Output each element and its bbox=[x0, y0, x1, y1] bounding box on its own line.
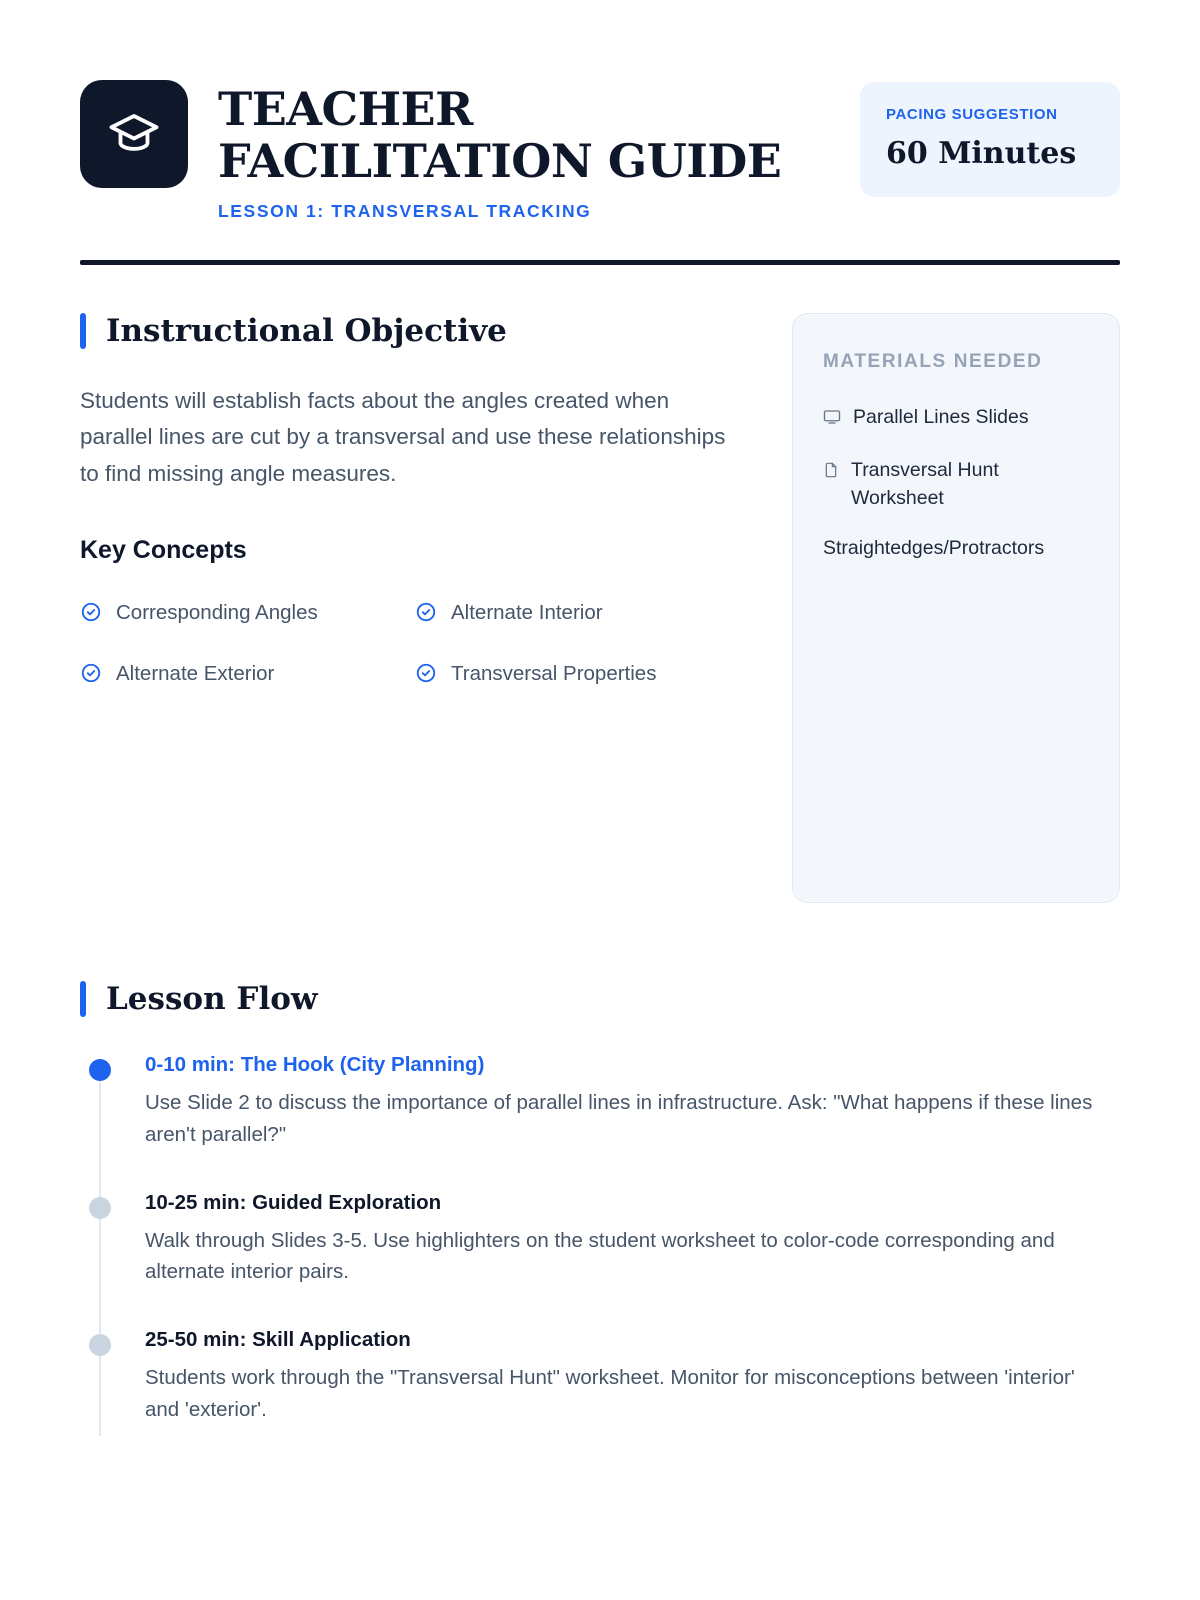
check-circle-icon bbox=[80, 601, 102, 628]
check-circle-icon bbox=[80, 662, 102, 689]
lesson-flow-title: Lesson Flow bbox=[106, 981, 318, 1018]
timeline-step-title: 0-10 min: The Hook (City Planning) bbox=[145, 1053, 485, 1077]
lesson-flow-header bbox=[80, 981, 1120, 1017]
objective-text: Students will establish facts about the angles created when parallel lines are cut by a transversal and use these relationships to find missing angle measures. bbox=[80, 388, 726, 486]
timeline-step-desc: Use Slide 2 to discuss the importance of parallel lines in infrastructure. Ask: "What happens if these lines aren't parallel?" bbox=[145, 1091, 1093, 1146]
objective-section-header bbox=[80, 313, 740, 349]
pacing-label: PACING SUGGESTION bbox=[886, 106, 1058, 123]
lesson-subtitle: LESSON 1: TRANSVERSAL TRACKING bbox=[218, 201, 592, 222]
page-title: TEACHER FACILITATION GUIDE bbox=[218, 82, 782, 188]
graduation-cap-icon bbox=[80, 80, 188, 188]
section-accent-bar bbox=[80, 313, 86, 349]
pacing-suggestion-card bbox=[860, 82, 1120, 197]
concept-label: Alternate Interior bbox=[451, 601, 603, 625]
header-divider bbox=[80, 260, 1120, 265]
list-item bbox=[415, 599, 740, 628]
list-item bbox=[415, 660, 740, 689]
pacing-value: 60 Minutes bbox=[886, 135, 1077, 171]
materials-list bbox=[823, 403, 1089, 563]
timeline-dot bbox=[89, 1197, 111, 1219]
list-item bbox=[80, 660, 405, 689]
list-item bbox=[823, 456, 1089, 513]
document-header bbox=[80, 80, 1120, 222]
key-concepts-title: Key Concepts bbox=[80, 536, 247, 565]
monitor-icon bbox=[823, 406, 841, 434]
timeline-step-desc: Walk through Slides 3-5. Use highlighters on the student worksheet to color-code corresponding and alternate interior pairs. bbox=[145, 1228, 1055, 1284]
lesson-flow-section bbox=[80, 981, 1120, 1426]
concept-label: Transversal Properties bbox=[451, 662, 657, 686]
list-item bbox=[80, 1053, 1120, 1151]
check-circle-icon bbox=[415, 662, 437, 689]
materials-needed-card bbox=[792, 313, 1120, 903]
concept-label: Alternate Exterior bbox=[116, 662, 275, 686]
material-label: Transversal Hunt Worksheet bbox=[851, 458, 999, 510]
timeline-step-desc: Students work through the "Transversal Hunt" worksheet. Monitor for misconceptions between 'interior' and 'exterior'. bbox=[145, 1366, 1075, 1421]
document-icon bbox=[823, 459, 839, 487]
main-column bbox=[80, 313, 740, 689]
concept-label: Corresponding Angles bbox=[116, 601, 318, 625]
key-concepts-list bbox=[80, 599, 740, 689]
timeline-dot bbox=[89, 1334, 111, 1356]
lesson-flow-timeline bbox=[80, 1053, 1120, 1426]
timeline-step-title: 25-50 min: Skill Application bbox=[145, 1328, 411, 1352]
list-item bbox=[823, 403, 1089, 434]
timeline-dot-active bbox=[89, 1059, 111, 1081]
list-item bbox=[823, 534, 1089, 562]
timeline-body bbox=[145, 1328, 1120, 1426]
materials-column bbox=[792, 313, 1120, 903]
check-circle-icon bbox=[415, 601, 437, 628]
timeline-step-title: 10-25 min: Guided Exploration bbox=[145, 1190, 442, 1214]
list-item bbox=[80, 1191, 1120, 1289]
objective-section-title: Instructional Objective bbox=[106, 313, 507, 350]
body-columns bbox=[80, 313, 1120, 903]
header-text-block bbox=[218, 80, 830, 222]
material-label: Straightedges/Protractors bbox=[823, 537, 1045, 560]
materials-title: MATERIALS NEEDED bbox=[823, 351, 1043, 373]
list-item bbox=[80, 1328, 1120, 1426]
timeline-body bbox=[145, 1053, 1120, 1151]
timeline-body bbox=[145, 1191, 1120, 1289]
section-accent-bar bbox=[80, 981, 86, 1017]
list-item bbox=[80, 599, 405, 628]
material-label: Parallel Lines Slides bbox=[853, 405, 1029, 428]
